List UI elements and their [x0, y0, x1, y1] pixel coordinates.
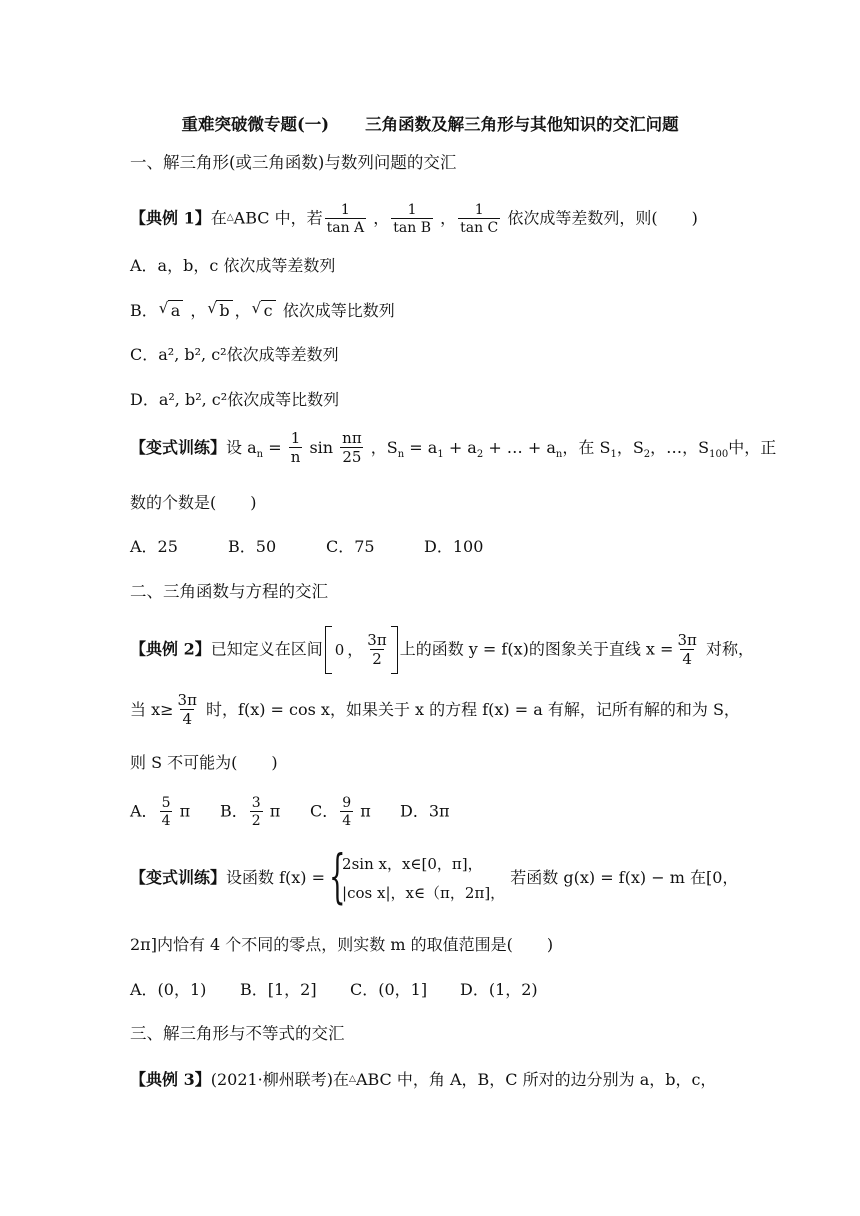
text: ) — [691, 208, 698, 228]
text: n — [397, 448, 405, 460]
text: ，在 S — [562, 437, 611, 457]
fraction-1-over-n — [289, 430, 303, 467]
fraction-num: 1 — [407, 202, 417, 218]
variant-2-options — [130, 982, 538, 998]
text: 上的函数 y = f(x)的图象关于直线 x = — [399, 639, 674, 659]
text: n — [555, 448, 563, 460]
text: ABC 中，若 — [233, 208, 323, 228]
text: B． — [130, 301, 158, 320]
text: ) — [250, 493, 257, 512]
fraction-den: tan A — [326, 220, 365, 237]
variant-1-question — [130, 430, 776, 467]
fraction-den: 2 — [251, 813, 261, 830]
section-heading-2: 二、三角函数与方程的交汇 — [130, 582, 328, 601]
text: a — [168, 300, 184, 320]
text: 1 — [437, 448, 444, 460]
text: 则 S 不可能为( — [130, 753, 238, 772]
text: 已知定义在区间 — [210, 639, 323, 659]
fraction-num: 3 — [251, 795, 261, 811]
text: sin — [304, 437, 339, 457]
text: π — [179, 801, 191, 821]
fraction-den: tan C — [460, 220, 499, 237]
title-text: 三角函数及解三角形与其他知识的交汇问题 — [365, 115, 679, 134]
variant-2-tag: 【变式训练】 — [130, 868, 227, 887]
text: 在 — [210, 208, 227, 228]
fraction-num: nπ — [342, 429, 362, 447]
example-3-question — [130, 1072, 716, 1088]
sqrt-b — [208, 303, 232, 319]
brace-icon: { — [329, 842, 346, 910]
text: 当 x≥ — [130, 699, 174, 719]
fraction-3pi-over-4 — [176, 692, 199, 729]
text: ) — [271, 753, 278, 772]
fraction — [340, 795, 353, 829]
text: ，…，S — [650, 437, 710, 457]
text: A． — [130, 801, 158, 821]
option-c — [310, 795, 400, 829]
fraction — [160, 795, 173, 829]
title-topic-label: 重难突破微专题(一) — [181, 115, 330, 134]
text: ) — [546, 935, 554, 954]
text: + … + a — [488, 437, 556, 457]
text: b — [216, 300, 232, 320]
text: (2021·柳州联考)在 — [210, 1070, 350, 1089]
fraction-npi-over-25 — [340, 430, 364, 467]
section-heading-3: 三、解三角形与不等式的交汇 — [130, 1024, 345, 1043]
fraction-num: 1 — [290, 429, 301, 447]
text: c — [261, 300, 276, 320]
text: π — [360, 801, 371, 821]
fraction-num: 3π — [367, 630, 387, 649]
fraction-den: tan B — [393, 220, 431, 237]
option-d: D．100 — [424, 537, 484, 556]
variant-1-question-line2 — [130, 495, 257, 511]
fraction-den: 4 — [682, 650, 692, 668]
example-1-tag: 【典例 1】 — [130, 208, 211, 228]
fraction-num: 3π — [177, 691, 197, 709]
example-2-question — [130, 626, 754, 674]
section-heading-1: 一、解三角形(或三角函数)与数列问题的交汇 — [130, 153, 457, 172]
fraction — [250, 795, 263, 829]
fraction-num: 9 — [342, 795, 352, 811]
text: 设 a — [226, 437, 257, 457]
fraction-den: n — [290, 448, 301, 467]
variant-2-question-line2 — [130, 937, 553, 953]
variant-2-question — [130, 842, 739, 910]
text: 2π]内恰有 4 个不同的零点，则实数 m 的取值范围是( — [130, 935, 513, 954]
option-c: C．75 — [326, 537, 375, 556]
fraction-tanA — [325, 202, 367, 236]
text: 时，f(x) = cos x，如果关于 x 的方程 f(x) = a 有解，记所有解的和为 S， — [206, 699, 740, 719]
text: 100 — [709, 448, 729, 460]
text: = a — [404, 437, 438, 457]
example-1-option-c: C．a², b², c²依次成等差数列 — [130, 345, 339, 364]
text: ABC 中，角 A，B，C 所对的边分别为 a，b，c， — [355, 1070, 717, 1089]
text: 依次成等比数列 — [282, 301, 395, 320]
interval: 0 ， $\frac{3\pi}{2}$ — [325, 626, 398, 674]
option-a: A．25 — [130, 537, 178, 556]
text: π — [269, 801, 281, 821]
case-1: 2sin x，x∈[0，π]， — [342, 855, 483, 873]
fraction-tanB — [391, 202, 433, 236]
example-2-options — [130, 795, 450, 829]
fraction-den: 25 — [342, 448, 362, 467]
example-1-option-b: B．√ a ，√ b ，√ c 依次成等比数列 — [130, 303, 395, 319]
text: = — [263, 437, 287, 457]
option-c: C．(0，1] — [350, 980, 428, 999]
text: 1 — [610, 448, 617, 460]
example-2-question-line3 — [130, 755, 278, 771]
example-1-option-a: A．a，b，c 依次成等差数列 — [130, 256, 336, 275]
option-a: A．(0，1) — [130, 980, 207, 999]
variant-1-options — [130, 539, 483, 555]
fraction-3pi-over-2 — [365, 632, 388, 669]
fraction-num: 5 — [161, 795, 171, 811]
option-b — [220, 795, 310, 829]
fraction-tanC — [458, 202, 500, 236]
fraction-den: 4 — [342, 813, 352, 830]
example-2-tag: 【典例 2】 — [130, 639, 211, 659]
option-d: D．3π — [400, 801, 450, 821]
fraction-num: 1 — [340, 202, 350, 218]
text: 若函数 g(x) = f(x) − m 在[0， — [510, 868, 739, 887]
fraction-den: 4 — [182, 710, 192, 729]
text: B． — [220, 801, 248, 821]
text: ，S — [370, 437, 398, 457]
case-2: |cos x|，x∈（π，2π]， — [342, 883, 506, 902]
fraction-num: 1 — [474, 202, 484, 218]
option-b: B．[1，2] — [240, 980, 317, 999]
sqrt-a — [160, 303, 184, 319]
text: 对称， — [705, 639, 754, 659]
option-a — [130, 795, 220, 829]
fraction-den: 4 — [161, 813, 171, 830]
example-2-question-line2 — [130, 692, 740, 729]
example-1-question: 【典例 1】在△ABC 中，若 $\frac{1}{\text{tan A}}$ ， $\frac{1}{\text{tan B}}$ ， $\frac{1}{\text{tan C}}$ 依次成等差数列，则( ) — [130, 202, 698, 237]
text: 0 — [334, 640, 345, 659]
text: 数的个数是( — [130, 493, 217, 512]
page-title — [0, 111, 860, 135]
piecewise-function — [329, 842, 506, 910]
text: 中，正 — [728, 437, 777, 457]
triangle-icon: △ — [349, 1074, 356, 1084]
example-3-tag: 【典例 3】 — [130, 1070, 211, 1089]
variant-1-tag: 【变式训练】 — [130, 437, 227, 457]
text: C． — [310, 801, 339, 821]
text: 设函数 f(x) = — [226, 868, 326, 887]
fraction-3pi-over-4 — [675, 632, 698, 669]
text: 2 — [643, 448, 651, 460]
text: 2 — [476, 448, 484, 460]
text: n — [256, 448, 264, 460]
text: ，S — [616, 437, 644, 457]
option-d: D．(1，2) — [460, 980, 538, 999]
fraction-num: 3π — [677, 630, 697, 649]
option-b: B．50 — [228, 537, 277, 556]
text: 依次成等差数列，则( — [507, 208, 658, 228]
sqrt-c — [253, 303, 276, 319]
triangle-icon: △ — [226, 212, 234, 223]
fraction-den: 2 — [372, 650, 382, 668]
text: + a — [448, 437, 477, 457]
example-1-option-d: D．a², b², c²依次成等比数列 — [130, 390, 340, 409]
